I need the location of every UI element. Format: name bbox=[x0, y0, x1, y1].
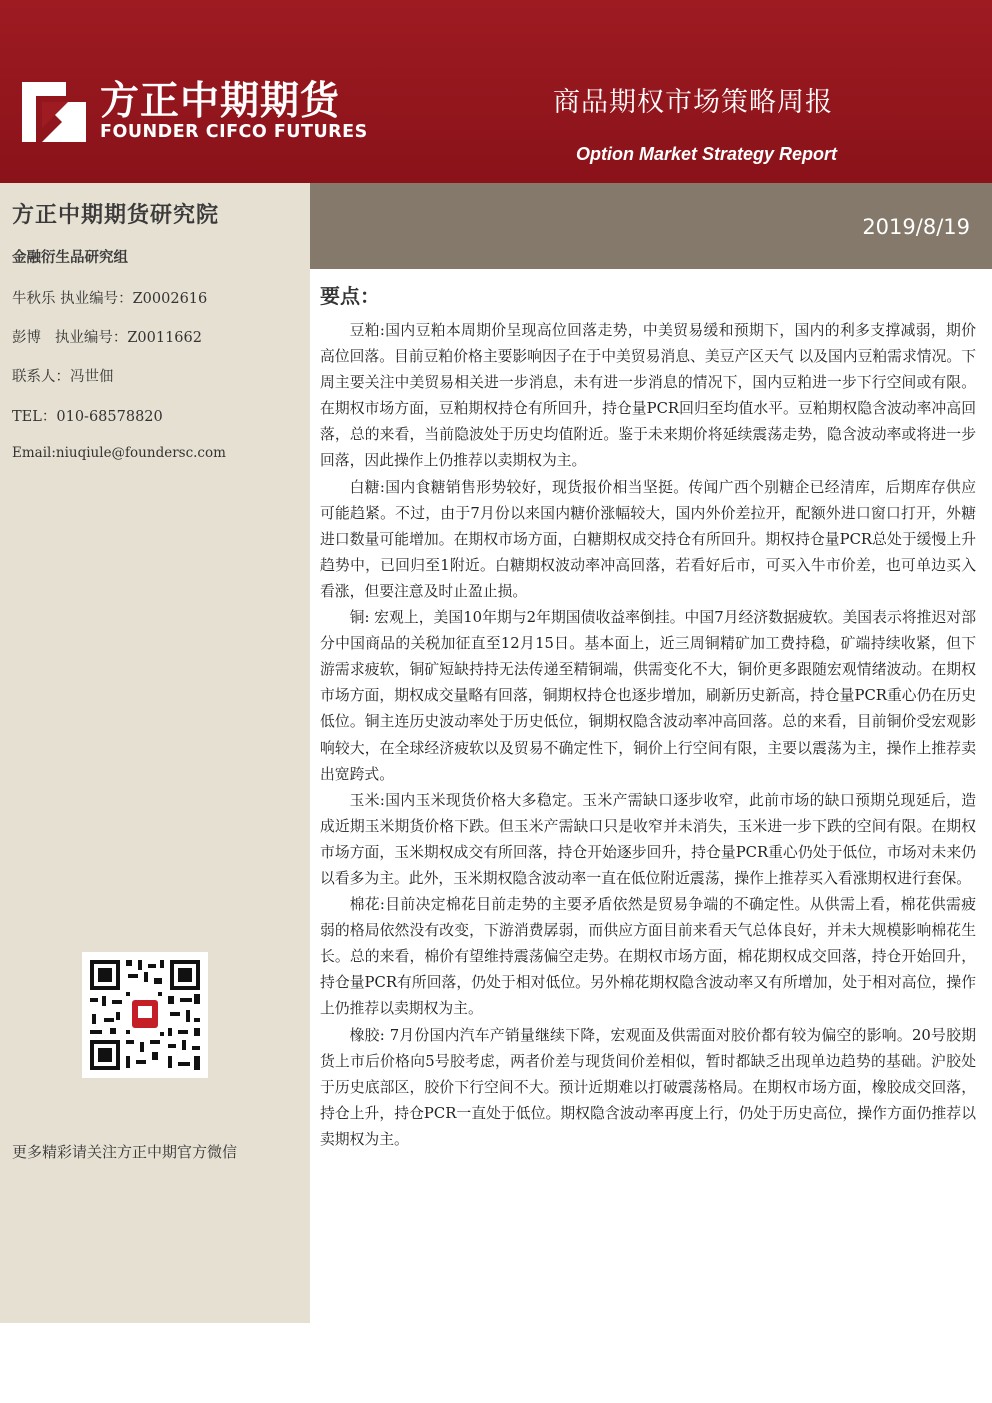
logo-chinese-name: 方正中期期货 bbox=[100, 79, 341, 124]
report-subtitle: Option Market Strategy Report bbox=[576, 144, 838, 164]
report-header bbox=[0, 0, 992, 183]
key-points-title: 要点： bbox=[320, 284, 380, 308]
research-group: 金融衍生品研究组 bbox=[12, 250, 128, 266]
paragraph-rubber: 橡胶: 7月份国内汽车产销量继续下降，宏观面及供需面对胶价都有较为偏空的影响。20号胶期货上市后价格向5号胶考虑，两者价差与现货间价差相似，暂时都缺乏出现单边趋势的基础。沪胶处于历史底部区，胶价下行空间不大。预计近期难以打破震荡格局。在期权市场方面，橡胶成交回落，持仓上升，持仓PCR一直处于低位。期权隐含波动率再度上行，仍处于历史高位，操作方面仍推荐以卖期权为主。 bbox=[320, 1026, 976, 1148]
analyst-niuqiule: 牛秋乐 执业编号：Z0002616 bbox=[12, 291, 208, 307]
contact-email[interactable]: Email:niuqiule@foundersc.com bbox=[12, 445, 226, 461]
contact-person: 联系人：冯世佃 bbox=[12, 369, 114, 385]
report-content bbox=[320, 318, 976, 1153]
logo-english-name: FOUNDER CIFCO FUTURES bbox=[100, 122, 368, 142]
paragraph-copper: 铜: 宏观上，美国10年期与2年期国债收益率倒挂。中国7月经济数据疲软。美国表示将推迟对部分中国商品的关税加征直至12月15日。基本面上，近三周铜精矿加工费持稳，矿端持续收紧，但下游需求疲软，铜矿短缺持持无法传递至精铜端，供需变化不大，铜价更多跟随宏观情绪波动。在期权市场方面，期权成交量略有回落，铜期权持仓也逐步增加，刷新历史新高，持仓量PCR重心仍在历史低位。铜主连历史波动率处于历史低位，铜期权隐含波动率冲高回落。总的来看，目前铜价受宏观影响较大，在全球经济疲软以及贸易不确定性下，铜价上行空间有限，主要以震荡为主，操作上推荐卖出宽跨式。 bbox=[320, 609, 976, 783]
paragraph-sugar: 白糖:国内食糖销售形势较好，现货报价相当坚挺。传闻广西个别糖企已经清库，后期库存供应可能趋紧。不过，由于7月份以来国内糖价涨幅较大，国内外价差拉开，配额外进口窗口打开，外糖进口数量可能增加。在期权市场方面，白糖期权成交持仓有所回升。期权持仓量PCR总处于缓慢上升趋势中，已回归至1附近。白糖期权波动率冲高回落，若看好后市，可买入牛市价差，也可单边买入看涨，但要注意及时止盈止损。 bbox=[320, 478, 976, 600]
contact-phone: TEL：010-68578820 bbox=[12, 409, 163, 425]
report-title: 商品期权市场策略周报 bbox=[553, 87, 833, 118]
paragraph-corn: 玉米:国内玉米现货价格大多稳定。玉米产需缺口逐步收窄，此前市场的缺口预期兑现延后，造成近期玉米期货价格下跌。但玉米产需缺口只是收窄并未消失，玉米进一步下跌的空间有限。在期权市场方面，玉米期权成交有所回落，持仓开始逐步回升，持仓量PCR重心仍处于低位，市场对未来仍以看多为主。此外，玉米期权隐含波动率一直在低位附近震荡，操作上推荐买入看涨期权进行套保。 bbox=[320, 791, 976, 887]
analyst-pengbo: 彭博 执业编号：Z0011662 bbox=[12, 330, 202, 346]
paragraph-cotton: 棉花:目前决定棉花目前走势的主要矛盾依然是贸易争端的不确定性。从供需上看，棉花供需疲弱的格局依然没有改变，下游消费孱弱，而供应方面目前来看天气总体良好，并未大规模影响棉花生长。总的来看，棉价有望维持震荡偏空走势。在期权市场方面，棉花期权成交回落，持仓开始回升，持仓量PCR有所回落，仍处于相对低位。另外棉花期权隐含波动率又有所增加，处于相对高位，操作上仍推荐以卖期权为主。 bbox=[320, 896, 976, 1018]
report-date: 2019/8/19 bbox=[862, 215, 970, 239]
wechat-qr-code-icon bbox=[82, 952, 208, 1078]
institute-name: 方正中期期货研究院 bbox=[12, 203, 220, 228]
founder-logo-icon bbox=[22, 82, 86, 142]
follow-wechat-text: 更多精彩请关注方正中期官方微信 bbox=[12, 1143, 238, 1161]
paragraph-soybean-meal: 豆粕:国内豆粕本周期价呈现高位回落走势，中美贸易缓和预期下，国内的利多支撑减弱，期价高位回落。目前豆粕价格主要影响因子在于中美贸易消息、美豆产区天气 以及国内豆粕需求情况。下周主要关注中美贸易相关进一步消息，未有进一步消息的情况下，国内豆粕进一步下行空间或有限。在期权市场方面，豆粕期权持仓有所回升，持仓量PCR回归至均值水平。豆粕期权隐含波动率冲高回落，总的来看，当前隐波处于历史均值附近。鉴于未来期价将延续震荡走势，隐含波动率或将进一步回落，因此操作上仍推荐以卖期权为主。 bbox=[320, 322, 976, 470]
